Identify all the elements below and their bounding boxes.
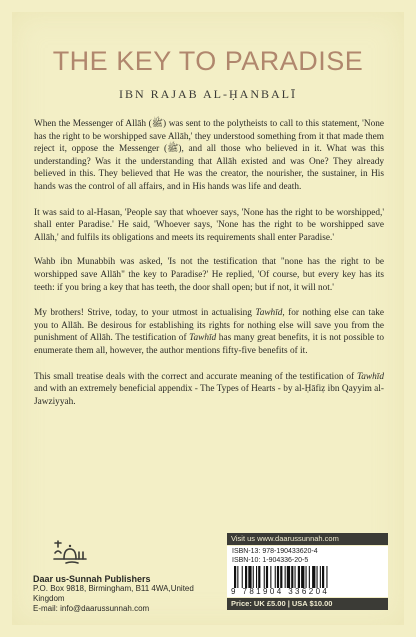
blurb-paragraph-4 [34,307,384,357]
tawhid-term: Tawhīd [356,371,384,382]
publisher-name: Daar us-Sunnah Publishers [33,574,151,584]
barcode-stripe [237,566,238,588]
blurb-text-run: This small treatise deals with the correct and accurate meaning of the testification of [34,371,357,382]
barcode-stripe [298,566,300,588]
blurb-text-run: My brothers! Strive, today, to your utmost in actualising [34,308,256,319]
barcode-stripe [264,566,265,588]
barcode-stripe [275,566,276,588]
barcode-stripe [253,566,254,588]
isbn-13: ISBN-13: 978-190433620-4 [232,548,318,555]
barcode-stripe [291,566,293,588]
barcode-icon [234,566,382,588]
isbn-lines [232,548,318,565]
publisher-email: E-mail: info@daarussunnah.com [33,604,150,613]
barcode-stripe [309,566,310,588]
book-author: IBN RAJAB AL-ḤANBALĪ [119,87,297,101]
barcode-stripe [242,566,243,588]
tawhid-term: Tawhīd [255,308,283,319]
blurb-paragraph-3: Wahb ibn Munabbih was asked, 'Is not the testification that "none has the right to be worshipped save Allāh" the key to Paradise?' He replied, 'Of course, but every key has its teeth: if you bring a key that has teeth, the door shall open; but if not, it will not.' [34,257,384,293]
barcode-stripe [277,566,279,588]
blurb-text-run: and with an extremely beneficial appendix - The Types of Hearts - by al-Ḥāfiẓ ibn Qayyim al-Jawziyyah. [34,384,384,407]
barcode-stripe [266,566,268,588]
daar-us-sunnah-logo-icon [52,539,88,565]
barcode-stripe [248,566,251,588]
blurb-paragraph-1: When the Messenger of Allāh (ﷺ) was sent to the polytheists to call to this statement, 'None has the right to be worshipped save Allāh,' they understood something from it that made them reject it, oppose the Messenger (ﷺ), and all those who believed in it. What was this understanding? Was it the understanding that Allāh existed and was One? They already believed in this. They believed that He was the creator, the nourisher, the sustainer, in His hands was the control of all affairs, and in His hands was life and death. [34,119,384,192]
barcode-stripe [258,566,260,588]
blurb-text-run: has many great benefits, it is not possible to enumerate them all, however, the author mentions fifty-five benefits of it. [34,333,384,356]
barcode-digits: 9 781904 336204 [231,587,330,596]
publisher-info [33,574,223,614]
book-title: THE KEY TO PARADISE [52,46,364,76]
barcode-stripe [280,566,282,588]
barcode-stripe [306,566,307,588]
barcode-stripe [285,566,286,588]
blurb-paragraph-5 [34,371,384,409]
publisher-address: P.O. Box 9818, Birmingham, B11 4WA,United Kingdom [33,584,194,603]
blurb-paragraph-2: It was said to al-Hasan, 'People say that whoever says, 'None has the right to be worshipped,' shall enter Paradise.' He said, 'Whoever says, 'None has the right to be worshipped save Allāh,' and fulfils its obligations and meets its requirements shall enter Paradise.' [34,207,384,243]
barcode-stripe [234,566,236,588]
isbn-10: ISBN-10: 1-904336-20-5 [232,556,309,564]
barcode-stripe [287,566,290,588]
barcode-stripe [326,566,327,588]
barcode-stripe [270,566,271,588]
barcode-stripe [317,566,318,588]
blurb-text [34,118,384,408]
barcode-stripe [301,566,304,588]
barcode-stripe [256,566,257,588]
tawhid-term: Tawhīd [189,333,217,344]
barcode-stripe [245,566,247,588]
barcode-stripe [312,566,315,588]
barcode-box [227,546,388,597]
barcode-stripe [295,566,296,588]
barcode-stripe [320,566,321,588]
website-bar: Visit us www.daarussunnah.com [227,533,388,545]
barcode-stripe [322,566,324,588]
price-bar: Price: UK £5.00 | USA $10.00 [227,598,388,610]
blurb-text-run: , for nothing else can take you to Allāh. Be desirous for establishing its rights for nothing else will save you from the punishment of Allāh. The testification of [34,308,384,344]
